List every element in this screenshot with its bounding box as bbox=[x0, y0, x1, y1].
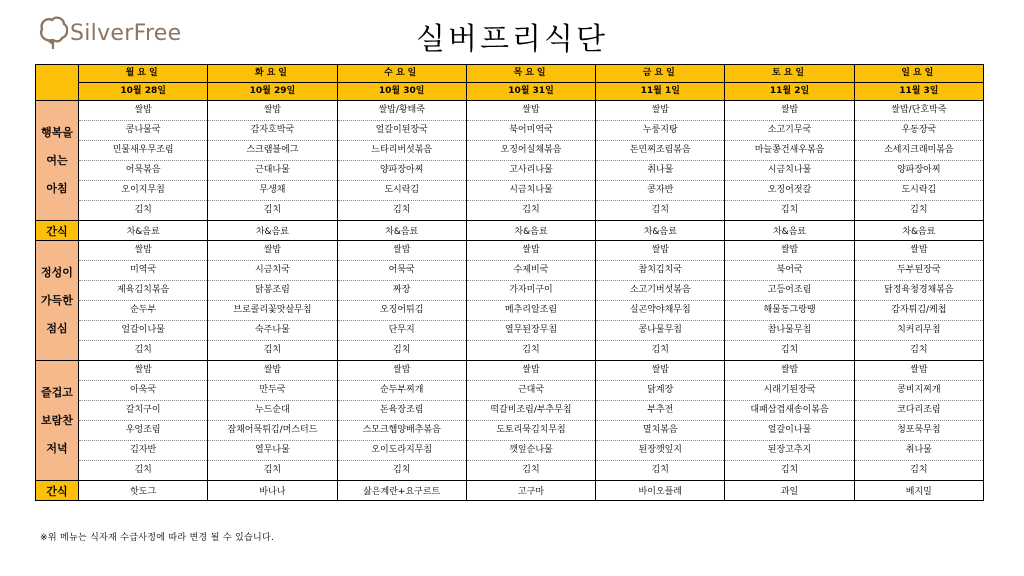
meal-row-breakfast bbox=[36, 101, 984, 221]
day-menu-cell bbox=[596, 241, 725, 361]
table-corner bbox=[36, 65, 79, 101]
menu-item: 닭정육청경채볶음 bbox=[855, 281, 983, 301]
menu-item: 떡갈비조림/부추무침 bbox=[467, 401, 595, 421]
weekly-menu-table bbox=[35, 64, 984, 501]
menu-item: 우엉조림 bbox=[79, 421, 207, 441]
day-menu-cell bbox=[466, 101, 595, 221]
day-menu-cell bbox=[725, 361, 854, 481]
menu-item: 취나물 bbox=[596, 161, 724, 181]
day-menu-cell bbox=[596, 361, 725, 481]
menu-item: 닭계장 bbox=[596, 381, 724, 401]
day-menu-cell bbox=[854, 241, 983, 361]
menu-item: 단무지 bbox=[338, 321, 466, 341]
meal-label-line: 점심 bbox=[46, 321, 68, 335]
menu-item: 참나물무침 bbox=[725, 321, 853, 341]
menu-item: 무생채 bbox=[208, 181, 336, 201]
meal-label-line: 정성이 bbox=[41, 265, 73, 279]
meal-row-dinner bbox=[36, 361, 984, 481]
menu-item: 쌀밥 bbox=[725, 241, 853, 261]
menu-item: 도시락김 bbox=[855, 181, 983, 201]
menu-item: 김치 bbox=[522, 345, 540, 355]
snack-item: 바나나 bbox=[208, 481, 337, 501]
menu-item: 짜장 bbox=[338, 281, 466, 301]
menu-item: 스크램블에그 bbox=[208, 141, 336, 161]
menu-item: 김치 bbox=[393, 465, 411, 475]
menu-item: 취나물 bbox=[855, 441, 983, 461]
menu-item: 아욱국 bbox=[79, 381, 207, 401]
menu-item: 북어미역국 bbox=[467, 121, 595, 141]
day-menu-cell bbox=[208, 241, 337, 361]
snack-item: 차&음료 bbox=[466, 221, 595, 241]
snack-item: 차&음료 bbox=[854, 221, 983, 241]
menu-item: 콩나물국 bbox=[79, 121, 207, 141]
menu-item: 어묵국 bbox=[338, 261, 466, 281]
footnote: ※위 메뉴는 식자재 수급사정에 따라 변경 될 수 있습니다. bbox=[40, 533, 275, 543]
menu-item: 가자미구이 bbox=[467, 281, 595, 301]
day-menu-cell bbox=[208, 101, 337, 221]
menu-item: 돈민찌조림볶음 bbox=[596, 141, 724, 161]
menu-item: 시래기된장국 bbox=[725, 381, 853, 401]
menu-item: 순두부찌개 bbox=[338, 381, 466, 401]
meal-label-line: 즐겁고 bbox=[41, 385, 73, 399]
date-header: 11월 1일 bbox=[596, 83, 725, 101]
menu-item: 쌀밥 bbox=[725, 101, 853, 121]
snack-item: 바이오플레 bbox=[596, 481, 725, 501]
menu-item: 잡채어묵튀김/머스터드 bbox=[208, 421, 336, 441]
day-of-week-header: 목요일 bbox=[466, 65, 595, 83]
menu-item: 스모크햄양배추볶음 bbox=[338, 421, 466, 441]
menu-item: 갈치구이 bbox=[79, 401, 207, 421]
menu-item: 쌀밥 bbox=[79, 361, 207, 381]
snack-label: 간식 bbox=[36, 481, 79, 501]
menu-item: 양파장아찌 bbox=[338, 161, 466, 181]
menu-item: 참치김치국 bbox=[596, 261, 724, 281]
date-header: 10월 29일 bbox=[208, 83, 337, 101]
menu-item: 얼갈이나물 bbox=[79, 321, 207, 341]
meal-label-line: 저녁 bbox=[46, 441, 68, 455]
menu-item: 오징어젓갈 bbox=[725, 181, 853, 201]
menu-item: 쌀밥/황태죽 bbox=[338, 101, 466, 121]
menu-item: 쌀밥 bbox=[208, 361, 336, 381]
menu-item: 김치 bbox=[134, 465, 152, 475]
menu-item: 시금치국 bbox=[208, 261, 336, 281]
menu-item: 감자튀김/케첩 bbox=[855, 301, 983, 321]
menu-item: 김치 bbox=[393, 345, 411, 355]
menu-item: 얼갈이나물 bbox=[725, 421, 853, 441]
menu-item: 어묵볶음 bbox=[79, 161, 207, 181]
menu-item: 김치 bbox=[780, 465, 799, 475]
menu-item: 근대나물 bbox=[208, 161, 336, 181]
menu-item: 김치 bbox=[780, 205, 799, 215]
day-menu-cell bbox=[725, 241, 854, 361]
menu-item: 얼갈이된장국 bbox=[338, 121, 466, 141]
menu-item: 순두부 bbox=[79, 301, 207, 321]
day-menu-cell bbox=[466, 241, 595, 361]
snack-item: 차&음료 bbox=[725, 221, 854, 241]
meal-label-line: 여는 bbox=[46, 153, 68, 167]
menu-item: 메추리알조림 bbox=[467, 301, 595, 321]
date-header: 10월 31일 bbox=[466, 83, 595, 101]
snack-item: 고구마 bbox=[466, 481, 595, 501]
snack-row-snack2 bbox=[36, 481, 984, 501]
snack-item: 과일 bbox=[725, 481, 854, 501]
menu-item: 김치 bbox=[651, 205, 669, 215]
menu-item: 제육김치볶음 bbox=[79, 281, 207, 301]
day-menu-cell bbox=[337, 241, 466, 361]
menu-item: 브로콜리꽃맛살무침 bbox=[208, 301, 336, 321]
menu-item: 소고기무국 bbox=[725, 121, 853, 141]
menu-item: 소고기버섯볶음 bbox=[596, 281, 724, 301]
menu-item: 해물동그랑땡 bbox=[725, 301, 853, 321]
menu-item: 도시락김 bbox=[338, 181, 466, 201]
menu-item: 민물새우무조림 bbox=[79, 141, 207, 161]
menu-item: 김치 bbox=[263, 205, 282, 215]
menu-item: 김치 bbox=[522, 465, 540, 475]
day-menu-cell bbox=[854, 101, 983, 221]
menu-item: 김치 bbox=[522, 205, 540, 215]
snack-item: 차&음료 bbox=[79, 221, 208, 241]
menu-item: 오징어실채볶음 bbox=[467, 141, 595, 161]
day-menu-cell bbox=[854, 361, 983, 481]
day-menu-cell bbox=[725, 101, 854, 221]
menu-item: 쌀밥 bbox=[208, 241, 336, 261]
menu-item: 돈육장조림 bbox=[338, 401, 466, 421]
menu-item: 미역국 bbox=[79, 261, 207, 281]
day-of-week-header: 월요일 bbox=[79, 65, 208, 83]
date-header: 10월 28일 bbox=[79, 83, 208, 101]
menu-item: 김치 bbox=[134, 205, 152, 215]
menu-item: 쌀밥 bbox=[596, 241, 724, 261]
menu-item: 코다리조림 bbox=[855, 401, 983, 421]
menu-item: 쌀밥 bbox=[855, 361, 983, 381]
day-menu-cell bbox=[337, 101, 466, 221]
brand-name: SilverFree bbox=[70, 20, 182, 46]
snack-label: 간식 bbox=[36, 221, 79, 241]
menu-item: 수제비국 bbox=[467, 261, 595, 281]
menu-item: 청포묵무침 bbox=[855, 421, 983, 441]
menu-item: 소세지크래미볶음 bbox=[855, 141, 983, 161]
menu-item: 쌀밥 bbox=[338, 361, 466, 381]
day-of-week-header: 금요일 bbox=[596, 65, 725, 83]
menu-item: 느타리버섯볶음 bbox=[338, 141, 466, 161]
menu-item: 쌀밥 bbox=[467, 101, 595, 121]
menu-item: 고사리나물 bbox=[467, 161, 595, 181]
menu-item: 쌀밥 bbox=[855, 241, 983, 261]
snack-item: 베지밀 bbox=[854, 481, 983, 501]
snack-item: 차&음료 bbox=[596, 221, 725, 241]
menu-item: 실곤약야채무침 bbox=[596, 301, 724, 321]
menu-item: 쌀밥/단호박죽 bbox=[855, 101, 983, 121]
menu-item: 고등어조림 bbox=[725, 281, 853, 301]
snack-item: 차&음료 bbox=[208, 221, 337, 241]
menu-item: 대패삼겹새송이볶음 bbox=[725, 401, 853, 421]
menu-item: 쌀밥 bbox=[725, 361, 853, 381]
menu-item: 부추전 bbox=[596, 401, 724, 421]
menu-item: 만두국 bbox=[208, 381, 336, 401]
menu-item: 도토리묵김치무침 bbox=[467, 421, 595, 441]
menu-item: 콩비지찌개 bbox=[855, 381, 983, 401]
meal-label-breakfast bbox=[36, 101, 79, 221]
menu-item: 쌀밥 bbox=[596, 361, 724, 381]
meal-label-line: 가득한 bbox=[41, 293, 73, 307]
day-menu-cell bbox=[79, 101, 208, 221]
menu-item: 콩자반 bbox=[596, 181, 724, 201]
menu-item: 쌀밥 bbox=[467, 361, 595, 381]
menu-item: 누룽지탕 bbox=[596, 121, 724, 141]
day-menu-cell bbox=[596, 101, 725, 221]
menu-item: 쌀밥 bbox=[467, 241, 595, 261]
meal-label-line: 보람찬 bbox=[41, 413, 73, 427]
menu-item: 오징어튀김 bbox=[338, 301, 466, 321]
menu-item: 쌀밥 bbox=[208, 101, 336, 121]
menu-item: 감자호박국 bbox=[208, 121, 336, 141]
page-title: 실버프리식단 bbox=[416, 22, 608, 57]
date-header: 10월 30일 bbox=[337, 83, 466, 101]
menu-item: 김치 bbox=[910, 465, 928, 475]
menu-item: 근대국 bbox=[467, 381, 595, 401]
menu-item: 김치 bbox=[780, 345, 799, 355]
menu-item: 김치 bbox=[910, 205, 928, 215]
menu-item: 김치 bbox=[263, 345, 282, 355]
day-menu-cell bbox=[466, 361, 595, 481]
snack-item: 차&음료 bbox=[337, 221, 466, 241]
meal-label-line: 아침 bbox=[46, 181, 68, 195]
menu-item: 멸치볶음 bbox=[596, 421, 724, 441]
date-header: 11월 3일 bbox=[854, 83, 983, 101]
day-of-week-header: 토요일 bbox=[725, 65, 854, 83]
menu-item: 우동장국 bbox=[855, 121, 983, 141]
menu-item: 김치 bbox=[910, 345, 928, 355]
snack-item: 핫도그 bbox=[79, 481, 208, 501]
meal-row-lunch bbox=[36, 241, 984, 361]
day-menu-cell bbox=[79, 241, 208, 361]
meal-label-line: 행복을 bbox=[41, 125, 73, 139]
menu-item: 마늘쫑건새우볶음 bbox=[725, 141, 853, 161]
day-of-week-header: 수요일 bbox=[337, 65, 466, 83]
menu-item: 숙주나물 bbox=[208, 321, 336, 341]
day-of-week-header: 일요일 bbox=[854, 65, 983, 83]
menu-item: 시금치나물 bbox=[725, 161, 853, 181]
meal-label-lunch bbox=[36, 241, 79, 361]
menu-item: 시금치나물 bbox=[467, 181, 595, 201]
menu-item: 누드순대 bbox=[208, 401, 336, 421]
menu-item: 된장깻잎지 bbox=[596, 441, 724, 461]
snack-row-snack1 bbox=[36, 221, 984, 241]
day-menu-cell bbox=[208, 361, 337, 481]
menu-item: 콩나물무침 bbox=[596, 321, 724, 341]
menu-item: 열무된장무침 bbox=[467, 321, 595, 341]
menu-item: 깻잎순나물 bbox=[467, 441, 595, 461]
menu-item: 쌀밥 bbox=[79, 101, 207, 121]
day-menu-cell bbox=[337, 361, 466, 481]
menu-item: 열무나물 bbox=[208, 441, 336, 461]
menu-item: 김치 bbox=[134, 345, 152, 355]
menu-item: 오이도라지무침 bbox=[338, 441, 466, 461]
menu-item: 쌀밥 bbox=[79, 241, 207, 261]
menu-item: 쌀밥 bbox=[338, 241, 466, 261]
menu-item: 된장고추지 bbox=[725, 441, 853, 461]
menu-item: 김치 bbox=[263, 465, 282, 475]
menu-item: 김치 bbox=[651, 465, 669, 475]
menu-item: 김자반 bbox=[79, 441, 207, 461]
day-of-week-header: 화요일 bbox=[208, 65, 337, 83]
menu-item: 김치 bbox=[651, 345, 669, 355]
menu-item: 치커리무침 bbox=[855, 321, 983, 341]
day-menu-cell bbox=[79, 361, 208, 481]
menu-item: 두부된장국 bbox=[855, 261, 983, 281]
menu-item: 닭봉조림 bbox=[208, 281, 336, 301]
date-header: 11월 2일 bbox=[725, 83, 854, 101]
menu-item: 오이지무침 bbox=[79, 181, 207, 201]
snack-item: 삶은계란+요구르트 bbox=[337, 481, 466, 501]
menu-item: 김치 bbox=[393, 205, 411, 215]
menu-item: 북어국 bbox=[725, 261, 853, 281]
meal-label-dinner bbox=[36, 361, 79, 481]
menu-item: 양파장아찌 bbox=[855, 161, 983, 181]
menu-item: 쌀밥 bbox=[596, 101, 724, 121]
